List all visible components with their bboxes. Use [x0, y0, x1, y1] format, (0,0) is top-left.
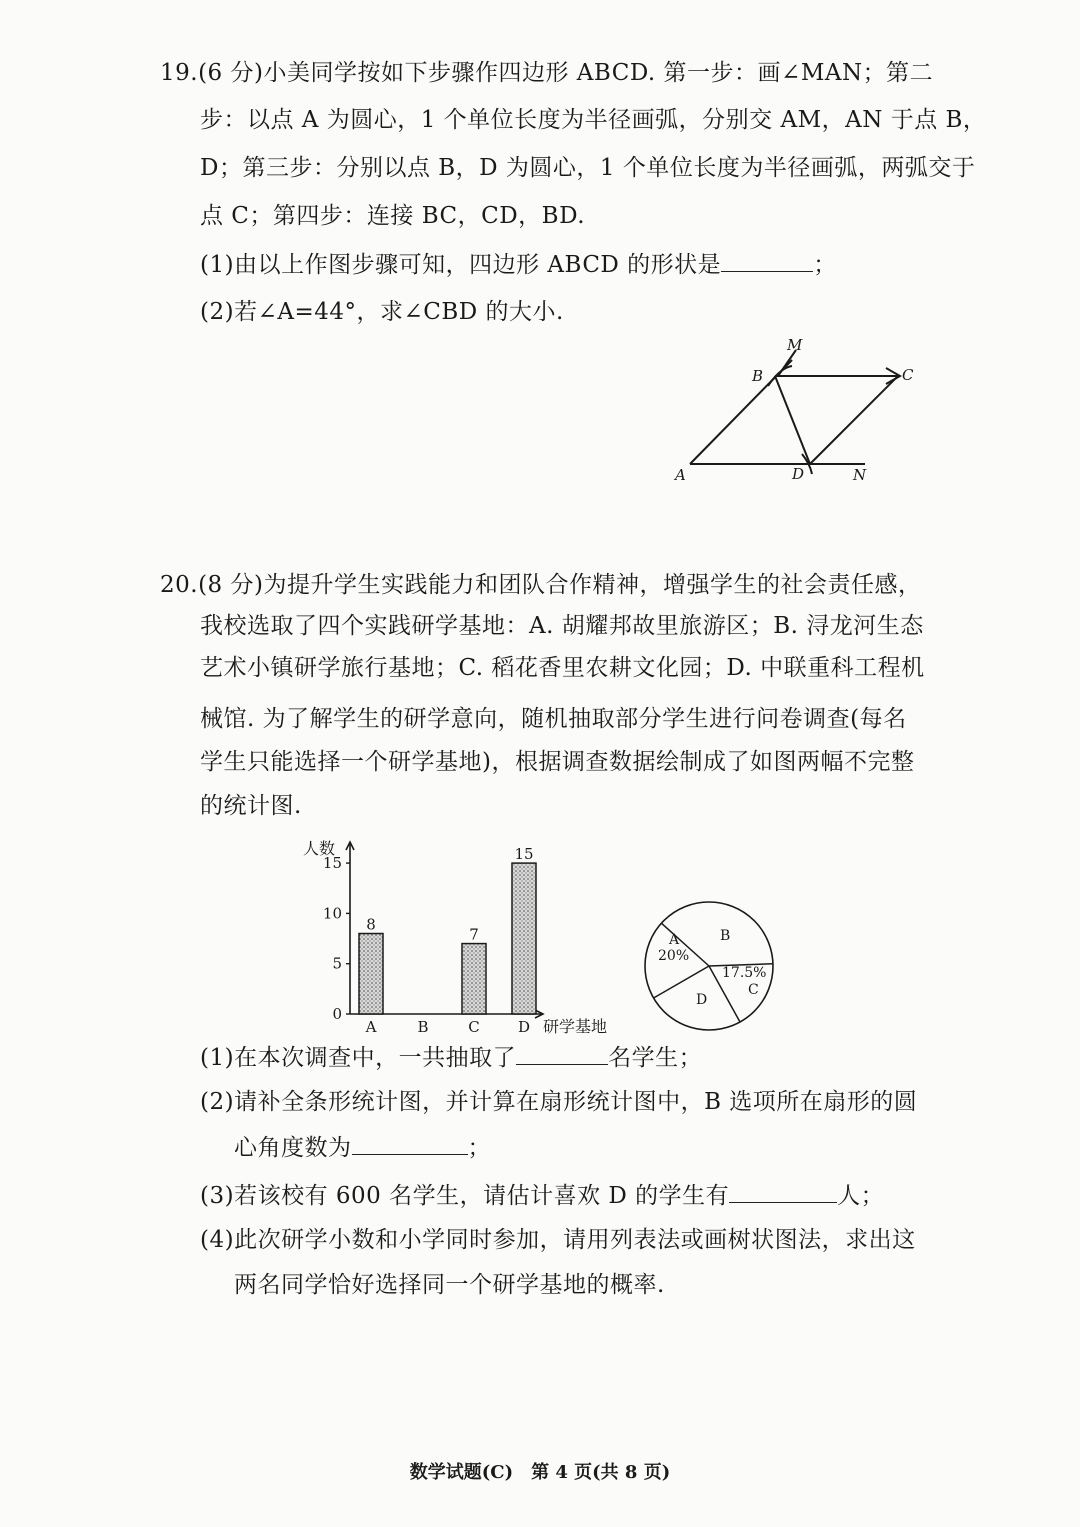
pie-chart	[636, 900, 786, 1040]
q20-sub1-end: 名学生；	[608, 1045, 703, 1071]
x-axis-label: 研学基地	[543, 1017, 608, 1036]
pie-label: B	[720, 928, 731, 944]
answer-blank[interactable]	[729, 1180, 837, 1203]
q20-sub4-line-1: (4)此次研学小数和小学同时参加，请用列表法或画树状图法，求出这	[200, 1227, 916, 1253]
x-tick-label: D	[517, 1018, 531, 1036]
q20-sub3-end: 人；	[837, 1183, 885, 1209]
q19-sub1-text: (1)由以上作图步骤可知，四边形 ABCD 的形状是	[200, 252, 722, 278]
pie-percent-label: 17.5%	[722, 965, 767, 981]
x-tick-label: B	[417, 1018, 429, 1036]
q19-sub1-end: ；	[813, 252, 837, 278]
label-M: M	[787, 338, 803, 354]
q20-line-1: 20.(8 分)为提升学生实践能力和团队合作精神，增强学生的社会责任感，	[160, 572, 922, 598]
q20-sub2-text: 心角度数为	[234, 1135, 352, 1161]
diagonal-BD	[775, 376, 810, 464]
label-B: B	[752, 367, 764, 385]
label-A: A	[675, 466, 686, 484]
q20-sub4-line-2: 两名同学恰好选择同一个研学基地的概率.	[234, 1272, 665, 1298]
page-footer: 数学试题(C) 第 4 页(共 8 页)	[409, 1462, 671, 1483]
q20-sub3	[200, 1180, 884, 1211]
y-tick-label: 10	[322, 904, 342, 923]
q20-sub2-line-2	[234, 1132, 491, 1163]
pie-label: C	[748, 982, 759, 998]
label-D: D	[792, 465, 805, 483]
bar	[359, 934, 383, 1014]
label-N: N	[853, 466, 867, 484]
y-tick-label: 15	[322, 854, 342, 873]
pie-label: A	[669, 932, 680, 948]
q20-line-4: 械馆. 为了解学生的研学意向，随机抽取部分学生进行问卷调查(每名	[200, 706, 907, 732]
q20-line-3: 艺术小镇研学旅行基地；C. 稻花香里农耕文化园；D. 中联重科工程机	[200, 655, 925, 681]
q19-line-1: 19.(6 分)小美同学按如下步骤作四边形 ABCD. 第一步：画∠MAN；第二	[160, 60, 934, 86]
pie-label: D	[696, 992, 708, 1008]
data-label: 15	[514, 845, 534, 864]
data-label: 7	[469, 925, 479, 944]
bar	[462, 944, 486, 1014]
y-tick-label: 0	[332, 1005, 342, 1023]
q19-line-3: D；第三步：分别以点 B，D 为圆心，1 个单位长度为半径画弧，两弧交于	[200, 155, 976, 181]
x-tick-label: C	[468, 1018, 480, 1036]
q20-line-2: 我校选取了四个实践研学基地：A. 胡耀邦故里旅游区；B. 浔龙河生态	[200, 613, 924, 639]
y-axis-label: 人数	[303, 839, 336, 858]
pie-percent-label: 20%	[658, 948, 690, 964]
q19-sub2: (2)若∠A=44°，求∠CBD 的大小.	[200, 299, 564, 325]
q20-sub2-line-1: (2)请补全条形统计图，并计算在扇形统计图中，B 选项所在扇形的圆	[200, 1089, 918, 1115]
q20-sub3-text: (3)若该校有 600 名学生，请估计喜欢 D 的学生有	[200, 1183, 730, 1209]
answer-blank[interactable]	[516, 1042, 608, 1065]
q20-sub2-end: ；	[467, 1135, 491, 1161]
answer-blank[interactable]	[352, 1132, 468, 1155]
parallelogram-figure	[670, 338, 930, 488]
bar	[512, 863, 536, 1014]
y-tick-label: 5	[332, 954, 342, 973]
side-CD	[810, 376, 898, 464]
bar-chart	[295, 838, 635, 1038]
q20-line-5: 学生只能选择一个研学基地)，根据调查数据绘制成了如图两幅不完整	[200, 749, 915, 775]
x-tick-label: A	[365, 1018, 377, 1036]
q20-sub1-text: (1)在本次调查中，一共抽取了	[200, 1045, 517, 1071]
q19-sub1	[200, 249, 837, 280]
q20-line-6: 的统计图.	[200, 793, 302, 819]
data-label: 8	[366, 915, 376, 934]
answer-blank[interactable]	[721, 249, 813, 272]
q19-line-2: 步：以点 A 为圆心，1 个单位长度为半径画弧，分别交 AM，AN 于点 B，	[200, 107, 987, 133]
q19-line-4: 点 C；第四步：连接 BC，CD，BD.	[200, 203, 586, 229]
label-C: C	[902, 366, 914, 384]
q20-sub1	[200, 1042, 702, 1073]
